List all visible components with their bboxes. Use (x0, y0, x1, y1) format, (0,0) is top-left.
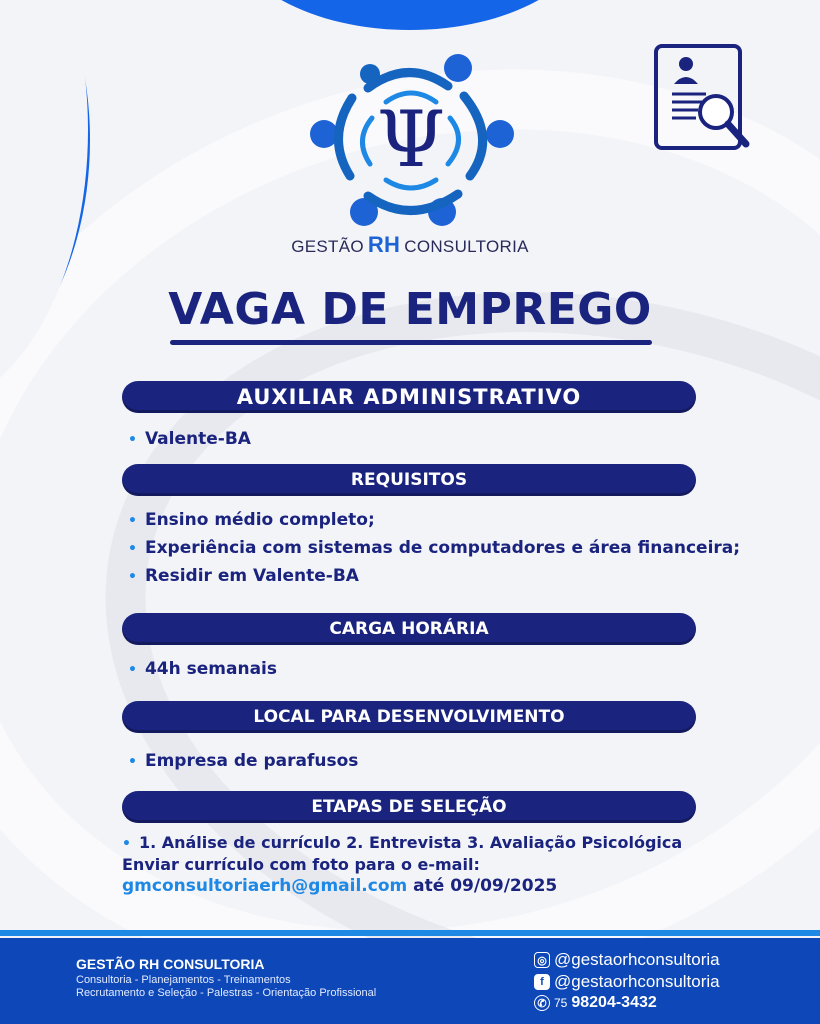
instagram-link[interactable]: ◎ @gestaorhconsultoria (534, 950, 720, 970)
job-title-banner: AUXILIAR ADMINISTRATIVO (122, 381, 696, 413)
footer (0, 938, 820, 1024)
requirement-item: • Experiência com sistemas de computadores e área financeira; (128, 538, 741, 558)
selection-steps: • 1. Análise de currículo 2. Entrevista 3. Avaliação Psicológica (122, 833, 683, 852)
selection-steps-header: ETAPAS DE SELEÇÃO (122, 791, 696, 823)
workplace-header: LOCAL PARA DESENVOLVIMENTO (122, 701, 696, 733)
workload-item: • 44h semanais (128, 659, 277, 679)
whatsapp-link[interactable]: ✆ 75 98204-3432 (534, 994, 657, 1012)
email-line (122, 876, 557, 896)
deadline: até 09/09/2025 (413, 876, 558, 896)
workplace-item: • Empresa de parafusos (128, 751, 359, 771)
page-title: VAGA DE EMPREGO (168, 284, 652, 335)
title-underline (170, 340, 652, 345)
svg-text:Ψ: Ψ (376, 95, 446, 185)
footer-title: GESTÃO RH CONSULTORIA (76, 956, 265, 972)
contact-email[interactable]: gmconsultoriaerh@gmail.com (122, 876, 408, 896)
psi-logo-icon (308, 48, 514, 228)
requirement-item: • Residir em Valente-BA (128, 566, 359, 586)
footer-services: Recrutamento e Seleção - Palestras - Orientação Profissional (76, 987, 377, 999)
brand-name: GESTÃO RH CONSULTORIA (291, 232, 529, 257)
facebook-icon: f (534, 974, 550, 990)
footer-services: Consultoria - Planejamentos - Treinamentos (76, 974, 291, 986)
requirements-header: REQUISITOS (122, 464, 696, 496)
resume-search-icon (652, 42, 752, 154)
send-instructions: Enviar currículo com foto para o e-mail: (122, 855, 480, 874)
whatsapp-icon: ✆ (534, 995, 550, 1011)
location-item: • Valente-BA (128, 429, 251, 449)
facebook-link[interactable]: f @gestaorhconsultoria (534, 972, 720, 992)
requirement-item: • Ensino médio completo; (128, 510, 375, 530)
instagram-icon: ◎ (534, 952, 550, 968)
workload-header: CARGA HORÁRIA (122, 613, 696, 645)
footer-stripe (0, 930, 820, 936)
